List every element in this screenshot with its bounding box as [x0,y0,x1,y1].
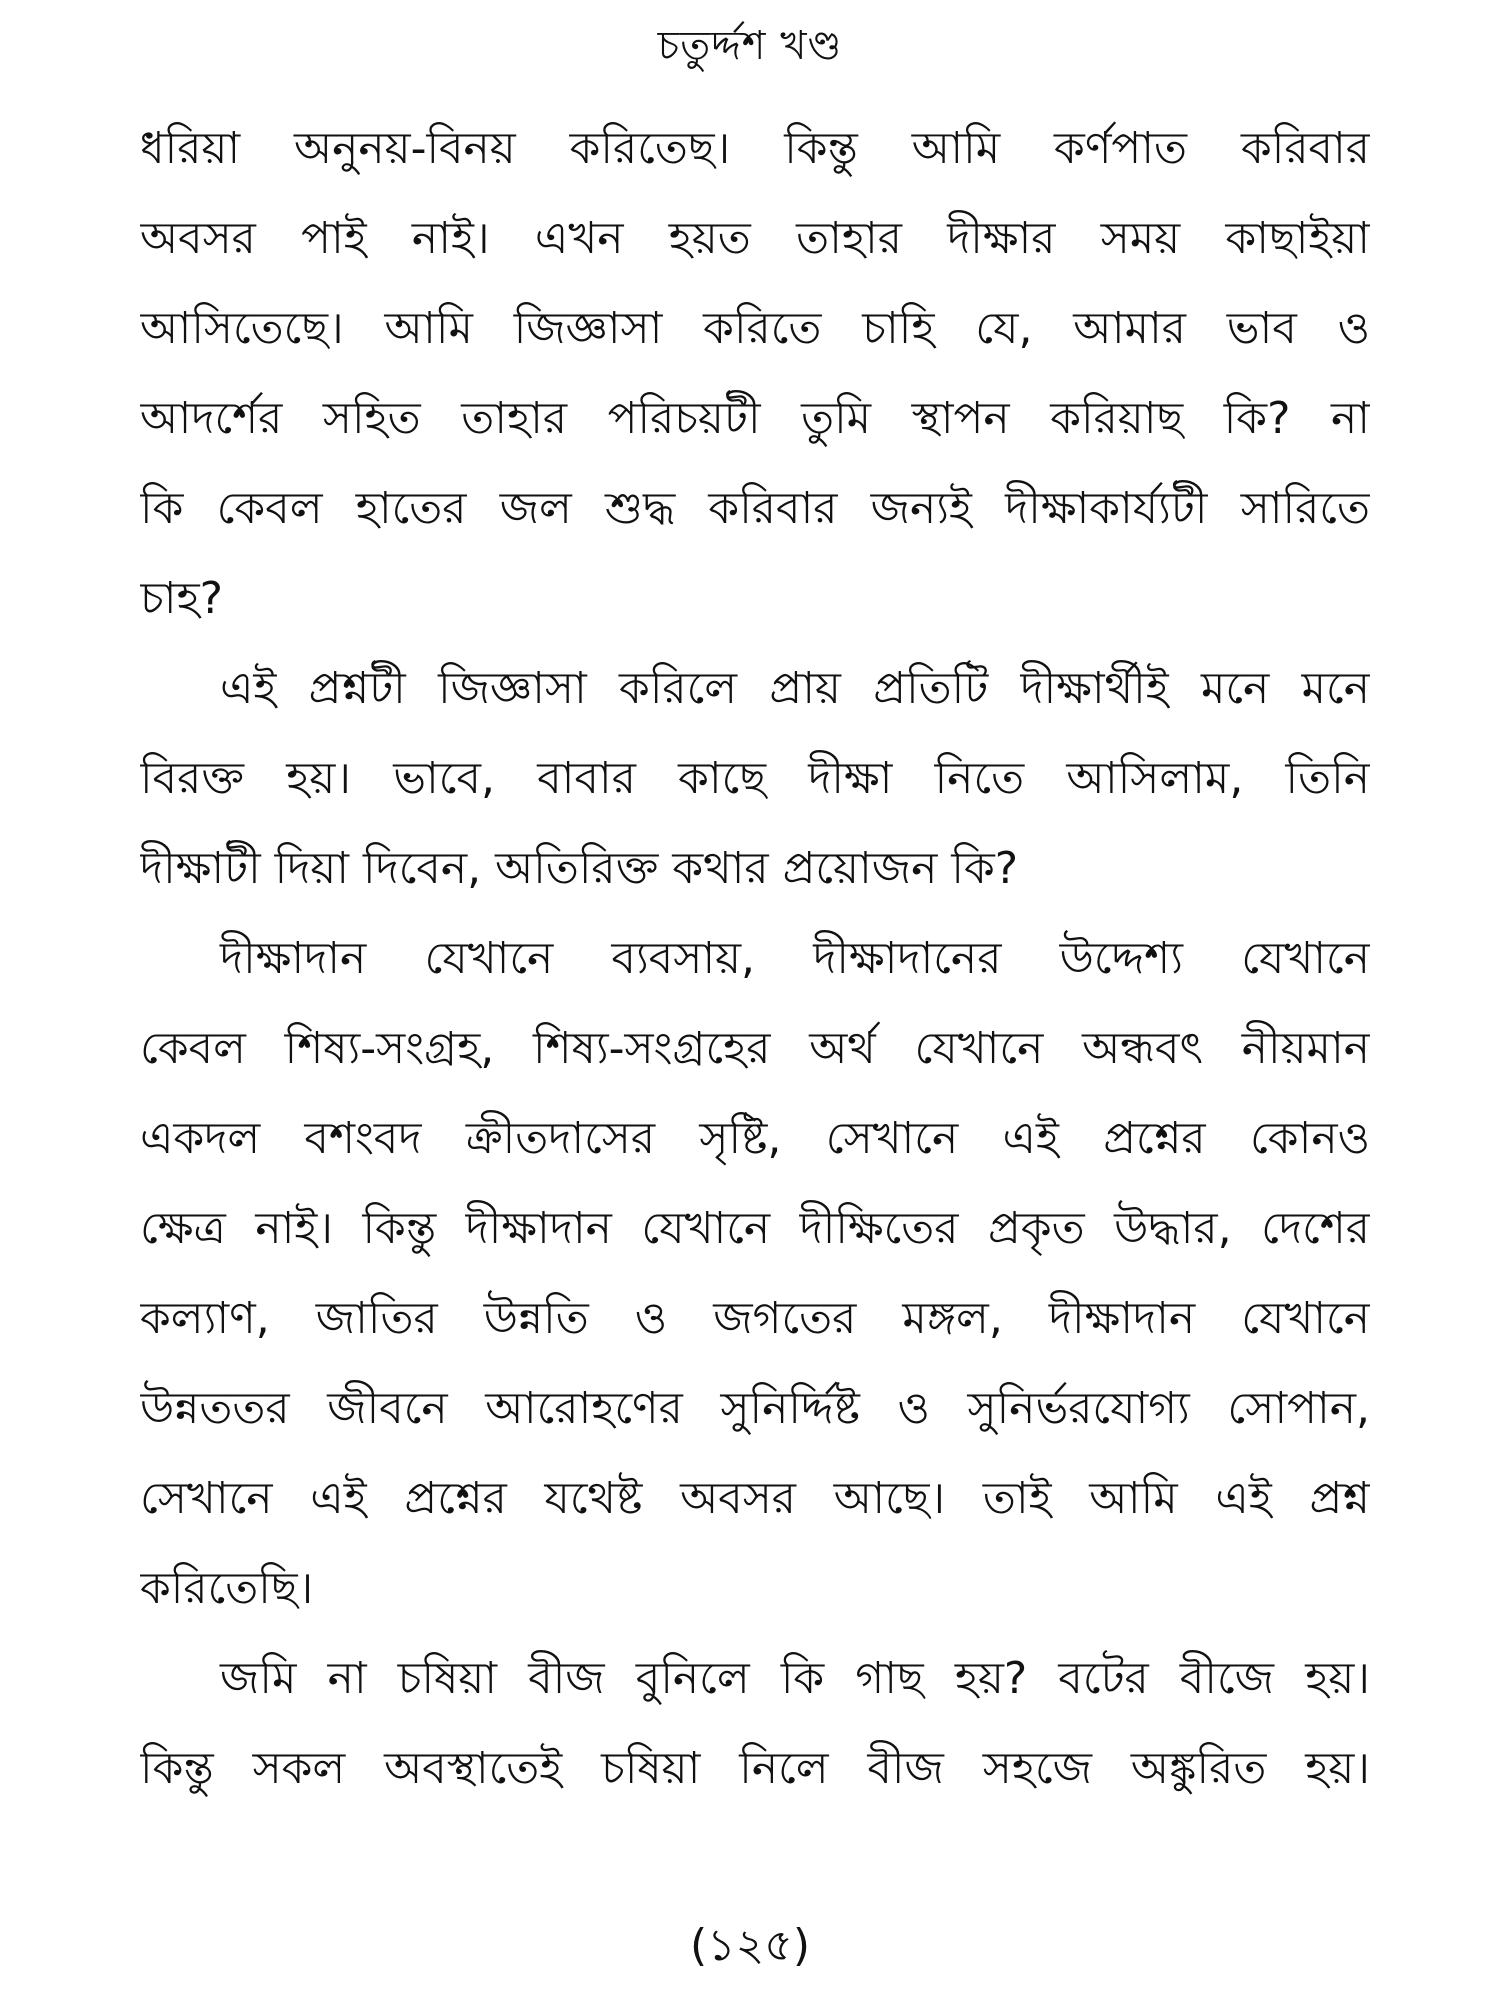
text-line: ক্ষেত্র নাই। কিন্তু দীক্ষাদান যেখানে দীক্ষিতের প্রকৃত উদ্ধার, দেশের [140,1203,1370,1254]
text-line: একদল বশংবদ ক্রীতদাসের সৃষ্টি, সেখানে এই প্রশ্নের কোনও [140,1113,1370,1164]
paragraph-start-line: এই প্রশ্নটী জিজ্ঞাসা করিলে প্রায় প্রতিটি দীক্ষার্থীই মনে মনে [220,663,1370,714]
text-line: কেবল শিষ্য-সংগ্রহ, শিষ্য-সংগ্রহের অর্থ যেখানে অন্ধবৎ নীয়মান [140,1023,1370,1074]
text-line: ধরিয়া অনুনয়-বিনয় করিতেছ। কিন্তু আমি কর্ণপাত করিবার [140,123,1370,174]
page-number: (১২৫) [689,1920,811,1971]
text-line: আসিতেছে। আমি জিজ্ঞাসা করিতে চাহি যে, আমার ভাব ও [140,303,1370,354]
text-line: কিন্তু সকল অবস্থাতেই চষিয়া নিলে বীজ সহজে অঙ্কুরিত হয়। [140,1743,1370,1794]
text-line: কি কেবল হাতের জল শুদ্ধ করিবার জন্যই দীক্ষাকার্য্যটী সারিতে [140,483,1370,534]
body-text [140,104,1370,1814]
text-line: অবসর পাই নাই। এখন হয়ত তাহার দীক্ষার সময় কাছাইয়া [140,213,1370,264]
paragraph-start-line: দীক্ষাদান যেখানে ব্যবসায়, দীক্ষাদানের উদ্দেশ্য যেখানে [220,933,1370,984]
text-line: বিরক্ত হয়। ভাবে, বাবার কাছে দীক্ষা নিতে আসিলাম, তিনি [140,753,1370,804]
text-line: উন্নততর জীবনে আরোহণের সুনির্দ্দিষ্ট ও সুনির্ভরযোগ্য সোপান, [140,1383,1370,1434]
text-line: কল্যাণ, জাতির উন্নতি ও জগতের মঙ্গল, দীক্ষাদান যেখানে [140,1293,1370,1344]
running-header: চতুর্দ্দশ খণ্ড [657,23,843,69]
paragraph-start-line: জমি না চষিয়া বীজ বুনিলে কি গাছ হয়? বটের বীজে হয়। [220,1653,1370,1704]
text-line: চাহ? [140,573,223,624]
text-line: দীক্ষাটী দিয়া দিবেন, অতিরিক্ত কথার প্রয়োজন কি? [140,843,1019,894]
text-line: সেখানে এই প্রশ্নের যথেষ্ট অবসর আছে। তাই আমি এই প্রশ্ন [140,1473,1370,1524]
text-line: আদর্শের সহিত তাহার পরিচয়টী তুমি স্থাপন করিয়াছ কি? না [140,393,1370,444]
text-line: করিতেছি। [140,1563,314,1614]
